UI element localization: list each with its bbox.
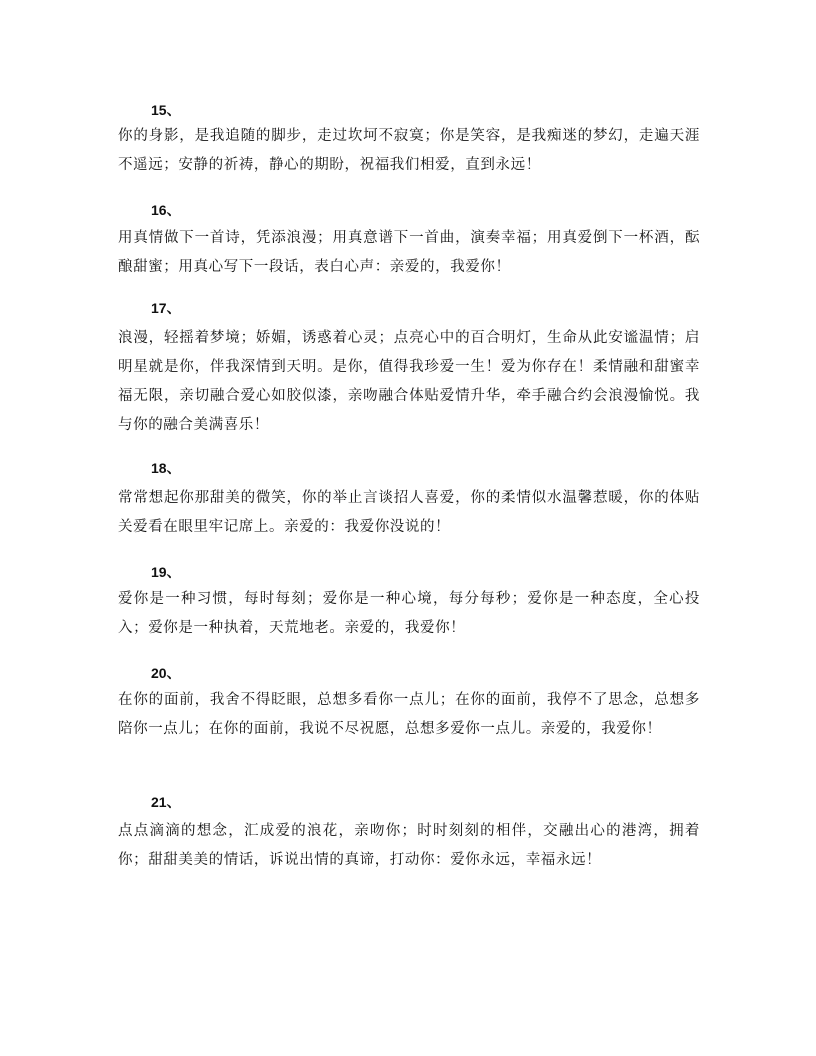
entry-text-20: 在你的面前，我舍不得眨眼，总想多看你一点儿；在你的面前，我停不了思念，总想多陪你一点儿；在你的面前，我说不尽祝愿，总想多爱你一点儿。亲爱的，我爱你！	[118, 692, 700, 737]
entry-number-16: 16、	[151, 202, 181, 218]
entry-text-19: 爱你是一种习惯，每时每刻；爱你是一种心境，每分每秒；爱你是一种态度，全心投入；爱你是一种执着，天荒地老。亲爱的，我爱你！	[118, 591, 700, 636]
entry-text-16: 用真情做下一首诗，凭添浪漫；用真意谱下一首曲，演奏幸福；用真爱倒下一杯酒，酝酿甜蜜；用真心写下一段话，表白心声：亲爱的，我爱你！	[118, 230, 700, 275]
entry-number-19: 19、	[151, 564, 181, 580]
entry-text-15: 你的身影，是我追随的脚步，走过坎坷不寂寞；你是笑容，是我痴迷的梦幻，走遍天涯不遥远；安静的祈祷，静心的期盼，祝福我们相爱，直到永远！	[118, 128, 700, 173]
entry-text-17: 浪漫，轻摇着梦境；娇媚，诱惑着心灵；点亮心中的百合明灯，生命从此安谧温情；启明星就是你，伴我深情到天明。是你，值得我珍爱一生！爱为你存在！柔情融和甜蜜幸福无限，亲切融合爱心如胶似漆，亲吻融合体贴爱情升华，牵手融合约会浪漫愉悦。我与你的融合美满喜乐！	[118, 330, 700, 433]
entry-number-20: 20、	[151, 665, 181, 681]
entry-text-21: 点点滴滴的想念，汇成爱的浪花，亲吻你；时时刻刻的相伴，交融出心的港湾，拥着你；甜甜美美的情话，诉说出情的真谛，打动你：爱你永远，幸福永远！	[118, 823, 700, 868]
entry-number-18: 18、	[151, 460, 181, 476]
entry-number-17: 17、	[151, 300, 181, 316]
entry-number-15: 15、	[151, 102, 181, 118]
entry-text-18: 常常想起你那甜美的微笑，你的举止言谈招人喜爱，你的柔情似水温馨惹暖，你的体贴关爱看在眼里牢记席上。亲爱的：我爱你没说的！	[118, 490, 700, 535]
entry-number-21: 21、	[151, 794, 181, 810]
